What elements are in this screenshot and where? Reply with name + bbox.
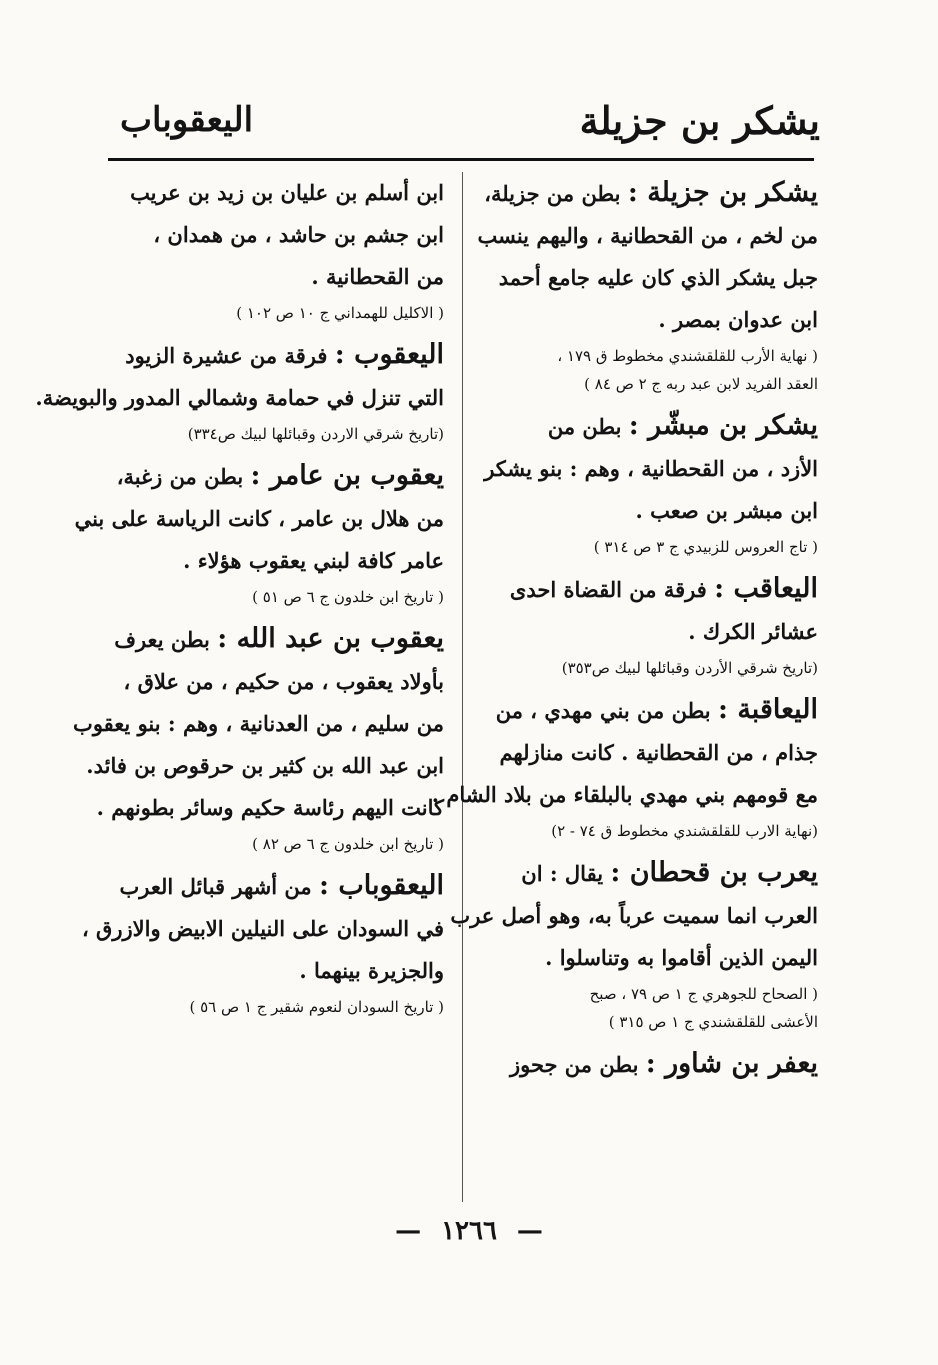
entry-text-line — [73, 703, 444, 745]
entry-text: ابن عبد الله بن كثير بن حرقوص بن فائد. — [86, 753, 444, 778]
entry-text-line — [477, 215, 818, 257]
entry-text: بطن يعرف — [114, 627, 210, 652]
entry-text-line — [482, 490, 818, 532]
entry-text-line — [450, 895, 818, 937]
dictionary-entry — [74, 455, 444, 610]
dictionary-entry — [482, 405, 818, 560]
entry-text-line — [482, 937, 818, 979]
entry-text: جذام ، من القحطانية . كانت منازلهم — [499, 740, 818, 765]
entry-text-line — [104, 618, 444, 661]
entry-text-line — [482, 689, 818, 732]
entry-text-line — [482, 611, 818, 653]
entry-text-line — [104, 661, 444, 703]
entry-text-line — [86, 745, 444, 787]
entry-text: بأولاد يعقوب ، من حكيم ، من علاق ، — [123, 669, 444, 694]
entry-text-line — [104, 256, 444, 298]
entry-text-line — [482, 257, 818, 299]
running-header-right: يشكر بن جزيلة — [579, 98, 820, 143]
dictionary-entry — [482, 568, 818, 681]
dictionary-entry — [450, 852, 818, 1035]
entry-text-line — [104, 455, 444, 498]
left-column — [35, 172, 444, 1028]
entry-text-line — [482, 568, 818, 611]
entry-source-citation: ( الصحاح للجوهري ج ١ ص ٧٩ ، صبح — [589, 985, 818, 1003]
entry-text-line — [104, 950, 444, 992]
entry-text: بطن من جحوز — [509, 1052, 639, 1077]
entry-source-citation: ( الاكليل للهمداني ج ١٠ ص ١٠٢ ) — [236, 304, 444, 322]
entry-source-citation: ( تاريخ السودان لنعوم شقير ج ١ ص ٥٦ ) — [189, 998, 444, 1016]
entry-text: الأزد ، من القحطانية ، وهم : بنو يشكر — [484, 456, 818, 481]
dictionary-entry — [104, 172, 444, 326]
entry-source-citation: ( تاريخ ابن خلدون ج ٦ ص ٥١ ) — [252, 588, 444, 606]
entry-text: بطن من — [547, 414, 622, 439]
entry-text: ابن جشم بن حاشد ، من همدان ، — [153, 222, 444, 247]
entry-headword: يشكر بن مبشّر : — [628, 410, 818, 441]
dictionary-entry — [81, 865, 444, 1020]
entry-text-line — [482, 172, 818, 215]
entry-text: بطن من زغبة، — [116, 464, 244, 489]
entry-text: من هلال بن عامر ، كانت الرياسة على بني — [74, 506, 444, 531]
entry-text: ابن أسلم بن عليان بن زيد بن عريب — [130, 180, 444, 205]
entry-text: كانت اليهم رئاسة حكيم وسائر بطونهم . — [96, 795, 444, 820]
entry-text: والجزيرة بينهما . — [299, 958, 444, 983]
entry-source-citation: (تاريخ شرقي الأردن وقبائلها لبيك ص٣٥٣) — [561, 659, 818, 677]
entry-text-line — [35, 377, 444, 419]
entry-source-citation: الأعشى للقلقشندي ج ١ ص ٣١٥ ) — [608, 1013, 818, 1031]
entry-text-line — [104, 540, 444, 582]
entry-headword: يعقوب بن عبد الله : — [217, 623, 444, 654]
entry-headword: اليعقوباب : — [318, 870, 444, 901]
entry-text-line — [104, 172, 444, 214]
entry-text: مع قومهم بني مهدي بالبلقاء من بلاد الشام . — [431, 782, 818, 807]
entry-text: من القحطانية . — [311, 264, 444, 289]
entry-text-line — [104, 334, 444, 377]
entry-source-citation: ( تاريخ ابن خلدون ج ٦ ص ٨٢ ) — [252, 835, 444, 853]
entry-headword: اليعاقبة : — [717, 694, 818, 725]
column-separator — [462, 172, 463, 1202]
entry-text: يقال : ان — [521, 861, 604, 886]
dictionary-entry — [73, 618, 444, 857]
entry-text-line — [482, 732, 818, 774]
entry-text-line — [482, 405, 818, 448]
page-number: ١٢٦٦ — [441, 1216, 497, 1246]
entry-text-line — [81, 908, 444, 950]
entry-text-line — [482, 448, 818, 490]
dictionary-entry — [477, 172, 818, 397]
dictionary-entry — [35, 334, 444, 447]
entry-text: بطن من جزيلة، — [484, 181, 621, 206]
entry-text: في السودان على النيلين الابيض والازرق ، — [81, 916, 444, 941]
entry-text: ابن مبشر بن صعب . — [635, 498, 818, 523]
entry-headword: اليعاقب : — [714, 573, 818, 604]
entry-text-line — [482, 1043, 818, 1086]
entry-text-line — [482, 852, 818, 895]
entry-text: فرقة من عشيرة الزيود — [125, 343, 328, 368]
entry-text-line — [96, 787, 444, 829]
entry-text-line — [482, 299, 818, 341]
entry-text-line — [104, 865, 444, 908]
entry-text: من أشهر قبائل العرب — [119, 874, 312, 899]
entry-text: عشائر الكرك . — [688, 619, 818, 644]
entry-headword: يشكر بن جزيلة : — [627, 177, 818, 208]
entry-source-citation: ( نهاية الأرب للقلقشندي مخطوط ق ١٧٩ ، — [557, 347, 818, 365]
entry-text-line — [104, 214, 444, 256]
entry-text: اليمن الذين أقاموا به وتناسلوا . — [545, 945, 818, 970]
entry-text: من سليم ، من العدنانية ، وهم : بنو يعقوب — [73, 711, 444, 736]
entry-source-citation: (تاريخ شرقي الاردن وقبائلها لبيك ص٣٣٤) — [187, 425, 444, 443]
entry-text-line — [74, 498, 444, 540]
entry-source-citation: العقد الفريد لابن عبد ربه ج ٢ ص ٨٤ ) — [584, 375, 818, 393]
dictionary-entry — [482, 1043, 818, 1086]
running-header-left: اليعقوباب — [120, 100, 254, 140]
entry-text: بطن من بني مهدي ، من — [495, 698, 711, 723]
entry-text: التي تنزل في حمامة وشمالي المدور والبويضة. — [35, 385, 444, 410]
header-rule — [108, 158, 814, 161]
entry-headword: اليعقوب : — [334, 339, 444, 370]
entry-headword: يعقوب بن عامر : — [250, 460, 444, 491]
right-column — [431, 172, 818, 1094]
footer-dash-right: — — [516, 1216, 543, 1246]
page-footer — [0, 1216, 938, 1246]
entry-text-line — [431, 774, 818, 816]
footer-dash-left: — — [395, 1216, 422, 1246]
entry-text: جبل يشكر الذي كان عليه جامع أحمد — [498, 265, 818, 290]
entry-text: من لخم ، من القحطانية ، واليهم ينسب — [477, 223, 818, 248]
entry-source-citation: ( تاج العروس للزبيدي ج ٣ ص ٣١٤ ) — [593, 538, 818, 556]
entry-source-citation: (نهاية الارب للقلقشندي مخطوط ق ٧٤ - ٢) — [551, 822, 818, 840]
entry-headword: يعرب بن قحطان : — [610, 857, 818, 888]
entry-headword: يعفر بن شاور : — [645, 1048, 818, 1079]
entry-text: ابن عدوان بمصر . — [658, 307, 818, 332]
dictionary-entry — [431, 689, 818, 844]
entry-text: العرب انما سميت عرباً به، وهو أصل عرب — [450, 903, 818, 928]
entry-text: فرقة من القضاة احدى — [509, 577, 707, 602]
entry-text: عامر كافة لبني يعقوب هؤلاء . — [183, 548, 444, 573]
